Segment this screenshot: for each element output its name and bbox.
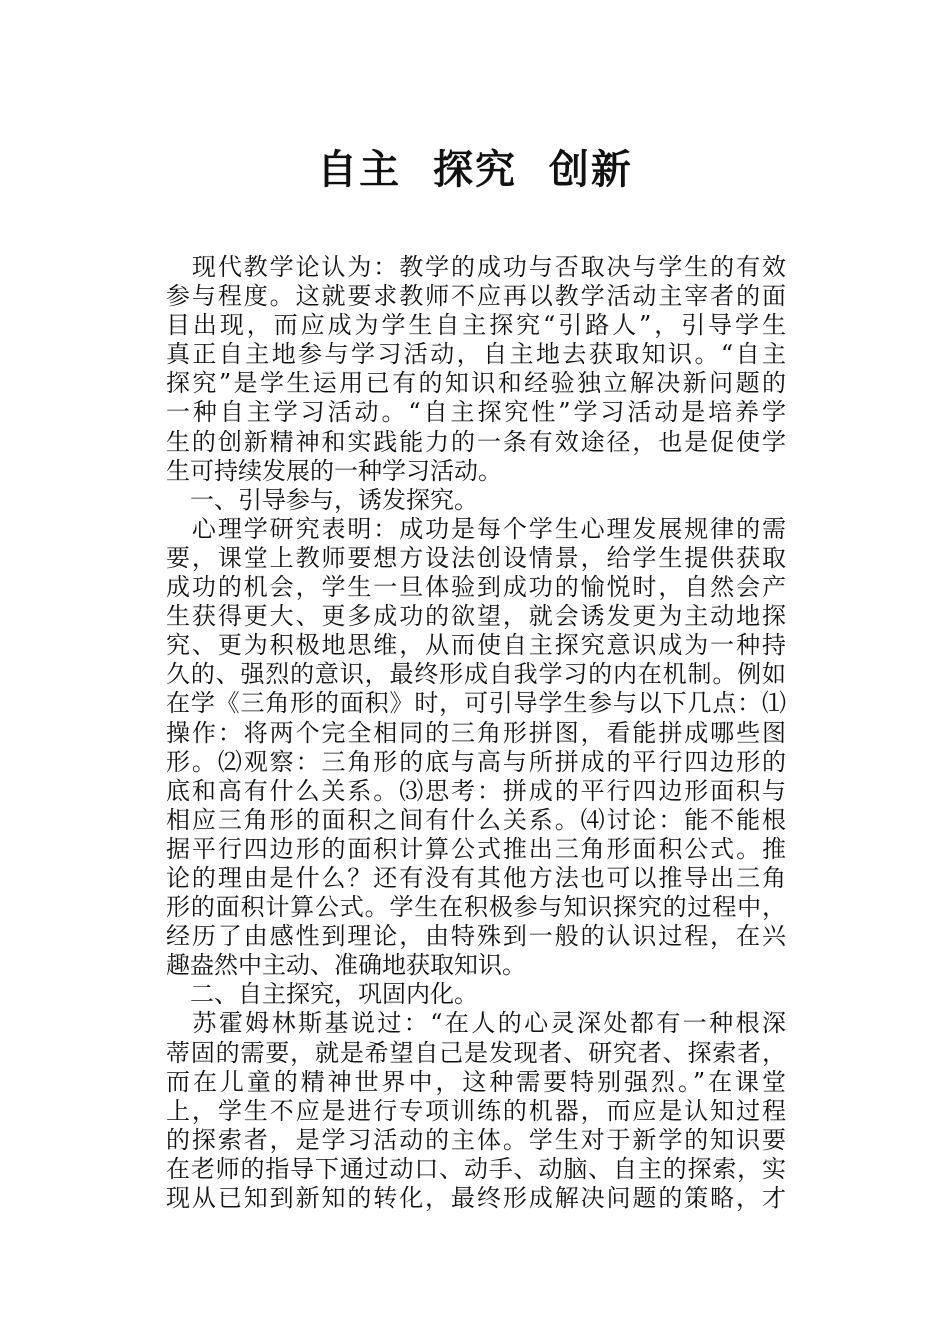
text-line: 成功的机会，学生一旦体验到成功的愉悦时，自然会产 (166, 573, 786, 602)
text-line: 形的面积计算公式。学生在积极参与知识探究的过程中， (166, 893, 786, 922)
text-line: 一、引导参与，诱发探究。 (166, 485, 478, 514)
text-line: 操作：将两个完全相同的三角形拼图，看能拼成哪些图 (166, 718, 786, 747)
text-line: 相应三角形的面积之间有什么关系。⑷讨论：能不能根 (166, 805, 786, 834)
text-line: 的探索者，是学习活动的主体。学生对于新学的知识要 (166, 1125, 786, 1154)
text-line: 生可持续发展的一种学习活动。 (166, 456, 502, 485)
text-line: 生的创新精神和实践能力的一条有效途径，也是促使学 (166, 427, 786, 456)
text-line: 经历了由感性到理论，由特殊到一般的认识过程，在兴 (166, 922, 786, 951)
text-line: 二、自主探究，巩固内化。 (166, 980, 478, 1009)
text-line: 目出现，而应成为学生自主探究“引路人”，引导学生 (166, 311, 786, 340)
text-line: 据平行四边形的面积计算公式推出三角形面积公式。推 (166, 834, 786, 863)
text-line: 底和高有什么关系。⑶思考：拼成的平行四边形面积与 (166, 776, 786, 805)
text-line: 心理学研究表明：成功是每个学生心理发展规律的需 (166, 514, 786, 543)
text-line: 要，课堂上教师要想方设法创设情景，给学生提供获取 (166, 543, 786, 572)
text-line: 在老师的指导下通过动口、动手、动脑、自主的探索，实 (166, 1154, 786, 1183)
text-line: 上，学生不应是进行专项训练的机器，而应是认知过程 (166, 1096, 786, 1125)
text-line: 现从已知到新知的转化，最终形成解决问题的策略，才 (166, 1184, 786, 1212)
text-line: 蒂固的需要，就是希望自己是发现者、研究者、探索者， (166, 1038, 786, 1067)
text-line: 久的、强烈的意识，最终形成自我学习的内在机制。例如 (166, 660, 786, 689)
text-line: 趣盎然中主动、准确地获取知识。 (166, 951, 526, 980)
text-line: 究、更为积极地思维，从而使自主探究意识成为一种持 (166, 631, 786, 660)
text-line: 参与程度。这就要求教师不应再以教学活动主宰者的面 (166, 282, 786, 311)
text-line: 论的理由是什么？还有没有其他方法也可以推导出三角 (166, 863, 786, 892)
text-line: 苏霍姆林斯基说过：“在人的心灵深处都有一种根深 (166, 1009, 786, 1038)
text-line: 探究”是学生运用已有的知识和经验独立解决新问题的 (166, 369, 786, 398)
body-text (166, 253, 786, 1213)
text-line: 形。⑵观察：三角形的底与高与所拼成的平行四边形的 (166, 747, 786, 776)
text-line: 生获得更大、更多成功的欲望，就会诱发更为主动地探 (166, 602, 786, 631)
text-line: 现代教学论认为：教学的成功与否取决与学生的有效 (166, 253, 786, 281)
text-line: 在学《三角形的面积》时，可引导学生参与以下几点：⑴ (166, 689, 786, 718)
text-line: 真正自主地参与学习活动，自主地去获取知识。“自主 (166, 340, 786, 369)
text-line: 一种自主学习活动。“自主探究性”学习活动是培养学 (166, 398, 786, 427)
page-title: 自主 探究 创新 (317, 147, 633, 193)
text-line: 而在儿童的精神世界中，这种需要特别强烈。”在课堂 (166, 1067, 786, 1096)
